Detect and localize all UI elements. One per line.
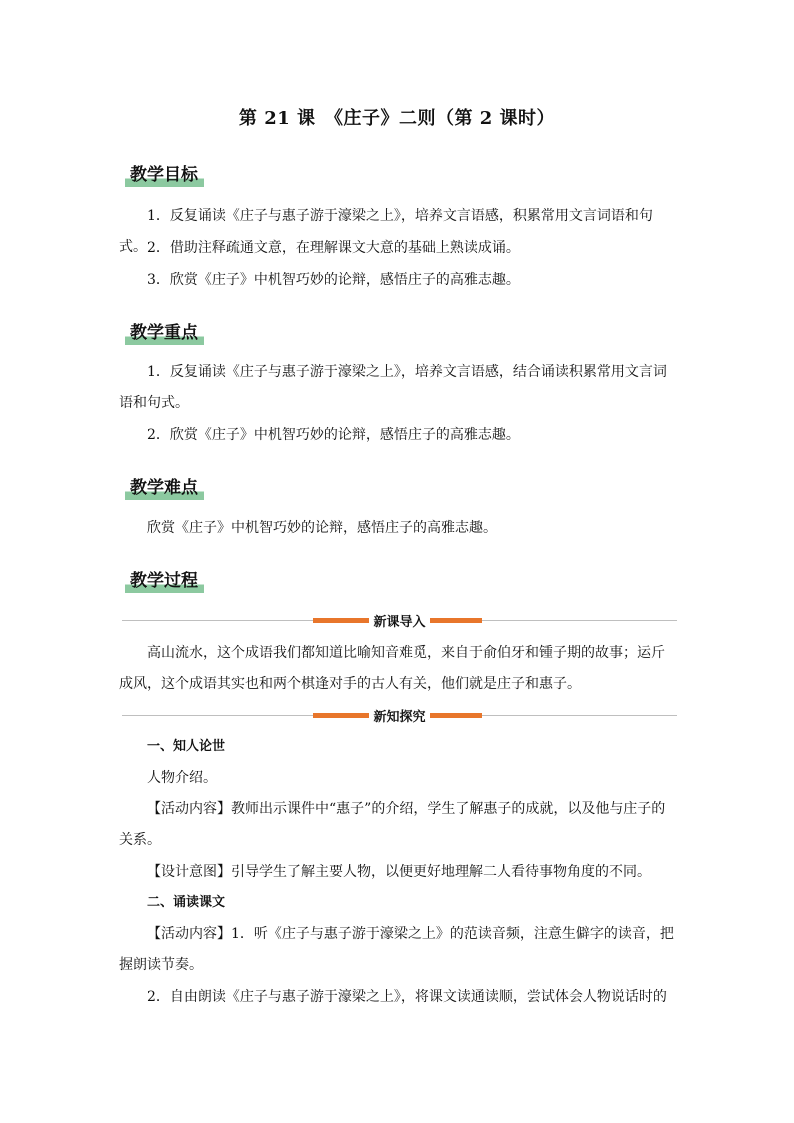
difficulty-text: 欣赏《庄子》中机智巧妙的论辩，感悟庄子的高雅志趣。 xyxy=(147,520,497,536)
step1-activity: 【活动内容】教师出示课件中“惠子”的介绍，学生了解惠子的成就，以及他与庄子的关系。 xyxy=(119,801,666,848)
key-point-item-1: 1．反复诵读《庄子与惠子游于濠梁之上》，培养文言语感，结合诵读积累常用文言词语和句式。 xyxy=(119,364,667,411)
step2-item-2: 2．自由朗读《庄子与惠子游于濠梁之上》，将课文读通读顺，尝试体会人物说话时的 xyxy=(147,989,667,1005)
divider-intro xyxy=(122,609,677,633)
step1-title: 一、知人论世 xyxy=(147,739,226,754)
step2-title: 二、诵读课文 xyxy=(147,895,226,910)
section-heading-difficulties: 教学难点 xyxy=(125,473,204,500)
step1-design: 【设计意图】引导学生了解主要人物，以便更好地理解二人看待事物角度的不同。 xyxy=(147,864,651,880)
divider-explore xyxy=(122,704,677,728)
section-heading-process: 教学过程 xyxy=(125,566,204,593)
goal-item-3: 3．欣赏《庄子》中机智巧妙的论辩，感悟庄子的高雅志趣。 xyxy=(147,272,520,288)
step2-activity: 【活动内容】1．听《庄子与惠子游于濠梁之上》的范读音频，注意生僻字的读音，把握朗读节奏。 xyxy=(119,926,674,973)
goal-item-1: 1．反复诵读《庄子与惠子游于濠梁之上》，培养文言语感，积累常用文言词语和句式。 xyxy=(119,208,653,255)
intro-text: 高山流水，这个成语我们都知道比喻知音难觅，来自于俞伯牙和锺子期的故事；运斤成风，这个成语其实也和两个棋逢对手的古人有关，他们就是庄子和惠子。 xyxy=(119,645,665,692)
section-heading-key-points: 教学重点 xyxy=(125,318,204,345)
step1-line: 人物介绍。 xyxy=(147,770,217,786)
page-title: 第 21 课 《庄子》二则（第 2 课时） xyxy=(238,108,556,129)
divider-label-explore: 新知探究 xyxy=(369,710,429,725)
key-point-item-2: 2．欣赏《庄子》中机智巧妙的论辩，感悟庄子的高雅志趣。 xyxy=(147,427,520,443)
divider-label-intro: 新课导入 xyxy=(369,615,429,630)
section-heading-goals: 教学目标 xyxy=(125,160,204,187)
goal-item-2: 2．借助注释疏通文意，在理解课文大意的基础上熟读成诵。 xyxy=(147,240,520,256)
